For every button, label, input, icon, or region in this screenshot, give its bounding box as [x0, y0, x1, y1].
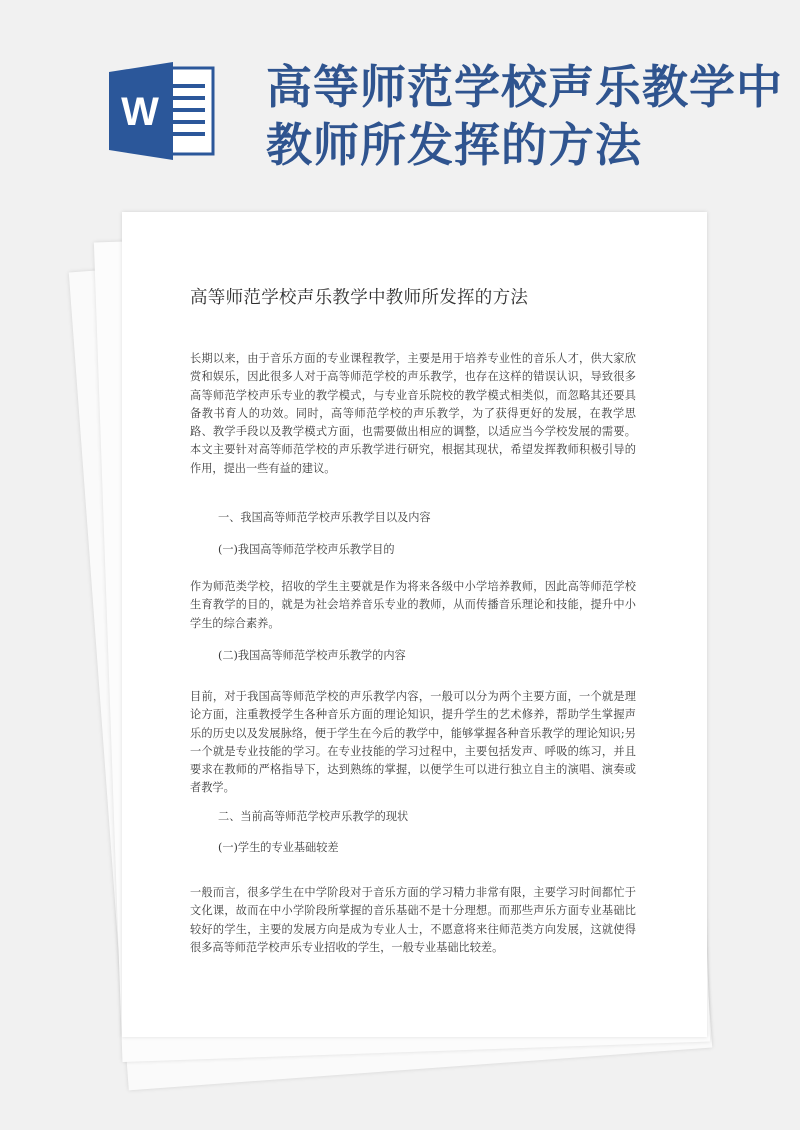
section1-sub2-heading: (二)我国高等师范学校声乐教学的内容: [218, 649, 406, 662]
section1-sub1-paragraph: 作为师范类学校，招收的学生主要就是作为将来各级中小学培养教师，因此高等师范学校生育教学的目的，就是为社会培养音乐专业的教师，从而传播音乐理论和技能，提升中小学生的综合素养。: [190, 580, 636, 630]
intro-paragraph: 长期以来，由于音乐方面的专业课程教学，主要是用于培养专业性的音乐人才，供大家欣赏和娱乐，因此很多人对于高等师范学校的声乐教学，也存在这样的错误认识，导致很多高等师范学校声乐专业的教学模式，与专业音乐院校的教学模式相类似，而忽略其还要具备教书育人的功效。同时，高等师范学校的声乐教学，为了获得更好的发展，在教学思路、教学手段以及教学模式方面，也需要做出相应的调整，以适应当今学校发展的需要。本文主要针对高等师范学校的声乐教学进行研究，根据其现状，希望发挥教师积极引导的作用，提出一些有益的建议。: [190, 352, 636, 475]
word-document-icon: [107, 60, 220, 162]
section2-sub1-paragraph: 一般而言，很多学生在中学阶段对于音乐方面的学习精力非常有限，主要学习时间都忙于文化课，故而在中小学阶段所掌握的音乐基础不是十分理想。而那些声乐方面专业基础比较好的学生，主要的发展方向是成为专业人士，不愿意将来往师范类方向发展，这就使得很多高等师范学校声乐专业招收的学生，一般专业基础比较差。: [190, 886, 636, 954]
word-icon-letter: W: [121, 90, 159, 134]
section2-sub1-heading: (一)学生的专业基础较差: [218, 841, 339, 854]
document-title: 高等师范学校声乐教学中教师所发挥的方法: [190, 288, 529, 308]
section1-heading: 一、我国高等师范学校声乐教学目以及内容: [218, 511, 431, 524]
section1-sub1-heading: (一)我国高等师范学校声乐教学目的: [218, 543, 395, 556]
section2-heading: 二、当前高等师范学校声乐教学的现状: [218, 810, 409, 823]
header-title: 高等师范学校声乐教学中教师所发挥的方法: [266, 60, 783, 172]
section1-sub2-paragraph: 目前，对于我国高等师范学校的声乐教学内容，一般可以分为两个主要方面，一个就是理论方面，注重教授学生各种音乐方面的理论知识，提升学生的艺术修养，帮助学生掌握声乐的历史以及发展脉络，便于学生在今后的教学中，能够掌握各种音乐教学的理论知识;另一个就是专业技能的学习。在专业技能的学习过程中，主要包括发声、呼吸的练习，并且要求在教师的严格指导下，达到熟练的掌握，以便学生可以进行独立自主的演唱、演奏或者教学。: [190, 690, 636, 795]
